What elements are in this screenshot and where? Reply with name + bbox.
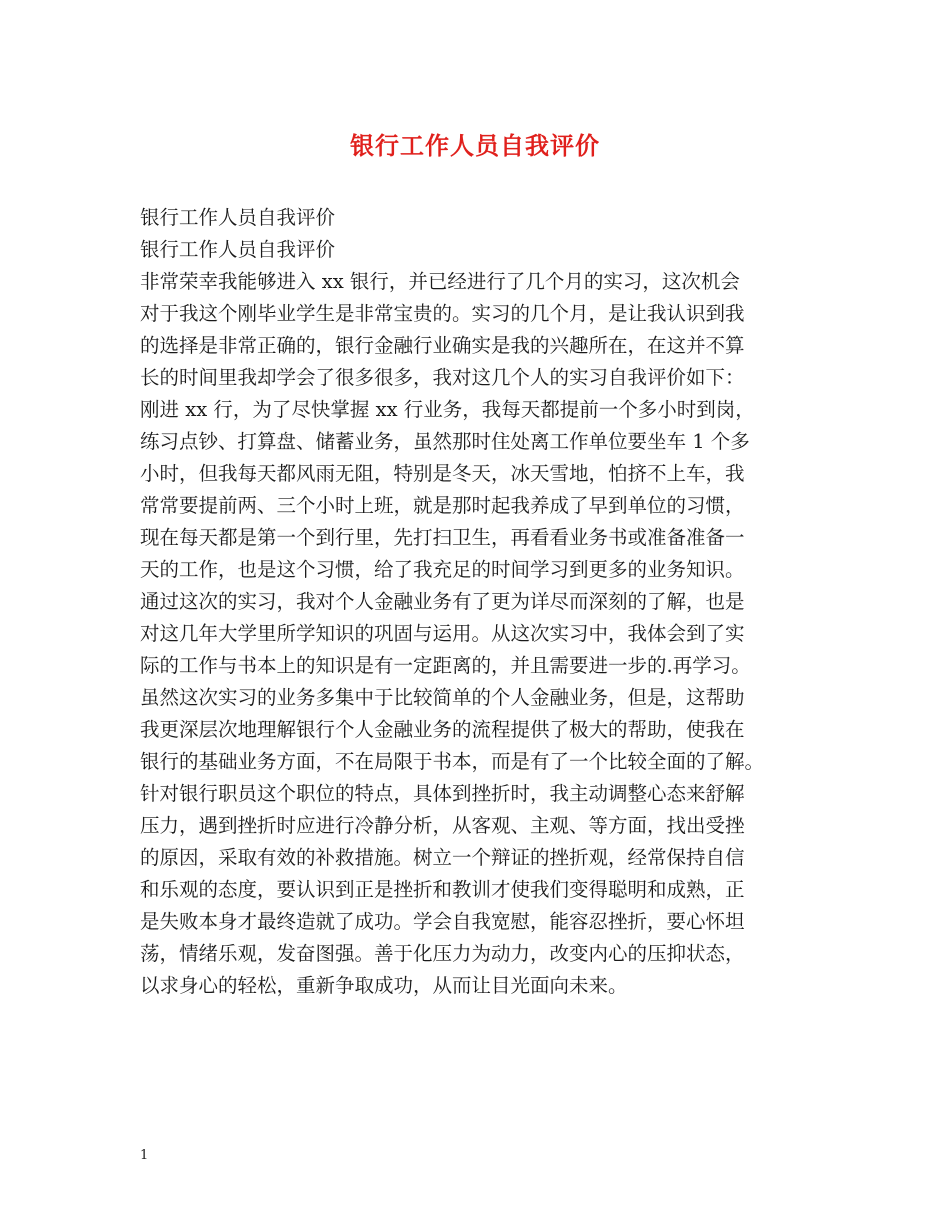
body-text-line: 我更深层次地理解银行个人金融业务的流程提供了极大的帮助，使我在: [140, 718, 745, 741]
document-body: [140, 202, 830, 1002]
body-text-line: 常常要提前两、三个小时上班，就是那时起我养成了早到单位的习惯，: [140, 494, 745, 517]
document-title: 银行工作人员自我评价: [350, 131, 600, 160]
body-text-line: 现在每天都是第一个到行里，先打扫卫生，再看看业务书或准备准备一: [140, 526, 745, 549]
body-text-line: 通过这次的实习，我对个人金融业务有了更为详尽而深刻的了解，也是: [140, 590, 745, 613]
body-text-line: 虽然这次实习的业务多集中于比较简单的个人金融业务，但是，这帮助: [140, 686, 745, 709]
page-number: 1: [140, 1148, 149, 1163]
body-text-line: 压力，遇到挫折时应进行冷静分析，从客观、主观、等方面，找出受挫: [140, 814, 745, 837]
body-text-line: 的原因，采取有效的补救措施。树立一个辩证的挫折观，经常保持自信: [140, 846, 745, 869]
body-text-line: 对于我这个刚毕业学生是非常宝贵的。实习的几个月，是让我认识到我: [140, 302, 745, 325]
body-text-line: 天的工作，也是这个习惯，给了我充足的时间学习到更多的业务知识。: [140, 558, 745, 581]
body-text-line: 的选择是非常正确的，银行金融行业确实是我的兴趣所在，在这并不算: [140, 334, 745, 357]
body-text-line: 荡，情绪乐观，发奋图强。善于化压力为动力，改变内心的压抑状态，: [140, 942, 745, 965]
body-text-line: 针对银行职员这个职位的特点，具体到挫折时，我主动调整心态来舒解: [140, 782, 745, 805]
body-text-line: 非常荣幸我能够进入 xx 银行，并已经进行了几个月的实习，这次机会: [140, 270, 740, 293]
body-text-line: 长的时间里我却学会了很多很多，我对这几个人的实习自我评价如下：: [140, 366, 745, 389]
body-text-line: 银行工作人员自我评价: [140, 206, 336, 229]
body-text-line: 和乐观的态度，要认识到正是挫折和教训才使我们变得聪明和成熟，正: [140, 878, 745, 901]
body-text-line: 以求身心的轻松，重新争取成功，从而让目光面向未来。: [140, 974, 628, 997]
body-text-line: 银行工作人员自我评价: [140, 238, 336, 261]
body-text-line: 银行的基础业务方面，不在局限于书本，而是有了一个比较全面的了解。: [140, 750, 765, 773]
body-text-line: 际的工作与书本上的知识是有一定距离的，并且需要进一步的.再学习。: [140, 654, 751, 677]
body-text-line: 对这几年大学里所学知识的巩固与运用。从这次实习中，我体会到了实: [140, 622, 745, 645]
body-text-line: 练习点钞、打算盘、储蓄业务，虽然那时住处离工作单位要坐车 1 个多: [140, 430, 750, 453]
body-text-line: 是失败本身才最终造就了成功。学会自我宽慰，能容忍挫折，要心怀坦: [140, 910, 745, 933]
body-text-line: 刚进 xx 行，为了尽快掌握 xx 行业务，我每天都提前一个多小时到岗，: [140, 398, 755, 421]
body-text-line: 小时，但我每天都风雨无阻，特别是冬天，冰天雪地，怕挤不上车，我: [140, 462, 745, 485]
